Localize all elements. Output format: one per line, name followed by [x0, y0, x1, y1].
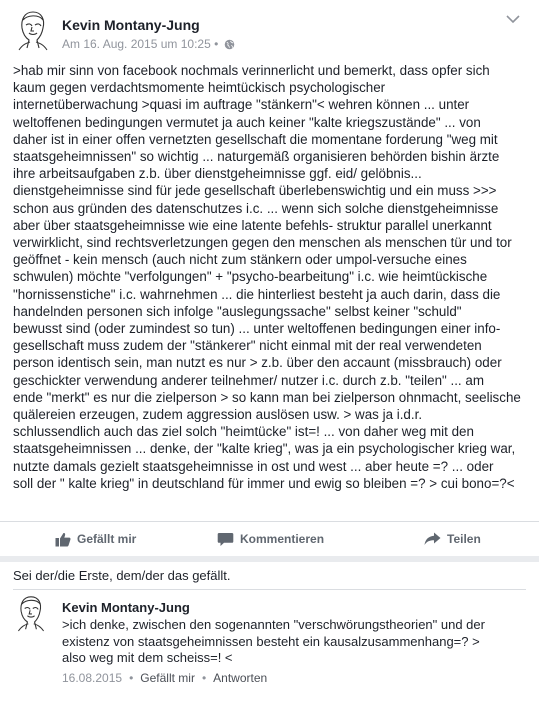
- thumbs-up-icon: [55, 532, 71, 547]
- comment-button-label: Kommentieren: [240, 532, 325, 546]
- comment-like-link[interactable]: Gefällt mir: [140, 671, 195, 685]
- meta-separator: •: [201, 671, 207, 685]
- comment-meta: [62, 671, 267, 686]
- globe-icon[interactable]: [224, 39, 235, 54]
- post-author-name[interactable]: Kevin Montany-Jung: [62, 17, 200, 33]
- post-meta: [62, 37, 235, 54]
- avatar-sketch-icon: [13, 8, 53, 52]
- comment-button[interactable]: [217, 529, 324, 549]
- post-header: [13, 8, 526, 53]
- likes-summary: Sei der/die Erste, dem/der das gefällt.: [13, 568, 231, 583]
- share-button[interactable]: [424, 529, 481, 549]
- post-timestamp[interactable]: Am 16. Aug. 2015 um 10:25: [62, 37, 211, 51]
- comment-date[interactable]: 16.08.2015: [62, 671, 123, 685]
- like-button-label: Gefällt mir: [77, 532, 137, 546]
- divider: [13, 589, 526, 590]
- meta-separator: •: [214, 37, 219, 51]
- chevron-down-icon[interactable]: [506, 14, 520, 24]
- like-button[interactable]: [55, 529, 136, 549]
- comment-item: [13, 593, 529, 693]
- share-button-label: Teilen: [447, 532, 481, 546]
- post-body-text: >hab mir sinn von facebook nochmals verinnerlicht und bemerkt, dass opfer sich kaum gegen verdachtsmomente heimtückisch psychologischer internetüberwachung >quasi im auftrage "stänkern"< wehren können ... unter weltoffenen bedingungen vermutet ja auch keiner "kalte kriegszustände" ... von daher ist in einer offen vernetzten gesellschaft die momentane forderung "weg mit staatsgeheimnissen" so wichtig ... naturgemäß organisieren behörden bishin ärzte ihre arbeitsaufgaben z.b. über dienstgeheimnisse ggf. eid/ gelöbnis... dienstgeheimnisse sind für jede gesellschaft überlebenswichtig und ein muss >>> schon aus gründen des datenschutzes i.c. ... wenn sich solche dienstgeheimnisse aber über staatsgeheimnisse wie eine latente befehls- struktur parallel unerkannt verwirklicht, sind rechtsverletzungen gegen den menschen als menschen tür und tor geöffnet - kein mensch (auch nicht zum stänkern oder umpol-versuche eines schwulen) möchte "verfolgungen" + "psycho-bearbeitung" i.c. wie heimtückische "hornissenstiche" i.c. wahrnehmen ... die hinterliest besteht ja auch darin, dass die handelnden personen sich infolge "auslegungssache" selbst keiner "schuld" bewusst sind (oder zumindest so tun) ... unter weltoffenen bedingungen einer info- gesellschaft muss zudem der "stänkerer" nicht einmal mit der real verwendeten person identisch sein, man nutzt es nur > z.b. über den accaunt (missbrauch) oder geschickter verwendung anderer teilnehmer/ nutzer i.c. durch z.b. "teilen" ... am ende "merkt" es nur die zielperson > so kann man bei zielperson ohnmacht, seelische quälereien erzeugen, zudem aggression auslösen usw. > was ja i.d.r. schlussendlich auch das ziel solch "heimtücke" ist=! ... von daher weg mit den staatsgeheimnissen ... denke, der "kalte krieg", was ja ein psychologischer krieg war, nutzte damals gezielt staatsgeheimnisse in ost und west ... aber heute =? ... oder soll der " kalte krieg" in deutschland für immer und ewig so bleiben =? > cui bono=?<: [13, 63, 521, 491]
- post-actions-bar: [0, 522, 539, 556]
- comment-avatar[interactable]: [13, 593, 49, 633]
- section-gap: [0, 556, 539, 562]
- meta-separator: •: [129, 671, 134, 685]
- comment-text: >ich denke, zwischen den sogenannten "verschwörungstheorien" und der existenz von staatsgeheimnissen besteht ein kausalzusammenhang=? > also weg mit dem scheiss=! <: [62, 617, 485, 665]
- share-arrow-icon: [424, 532, 441, 546]
- comment-author-name[interactable]: Kevin Montany-Jung: [62, 600, 190, 615]
- comment-reply-link[interactable]: Antworten: [213, 671, 268, 685]
- avatar-sketch-icon: [13, 593, 49, 633]
- comment-bubble-icon: [217, 532, 234, 547]
- avatar[interactable]: [13, 8, 53, 52]
